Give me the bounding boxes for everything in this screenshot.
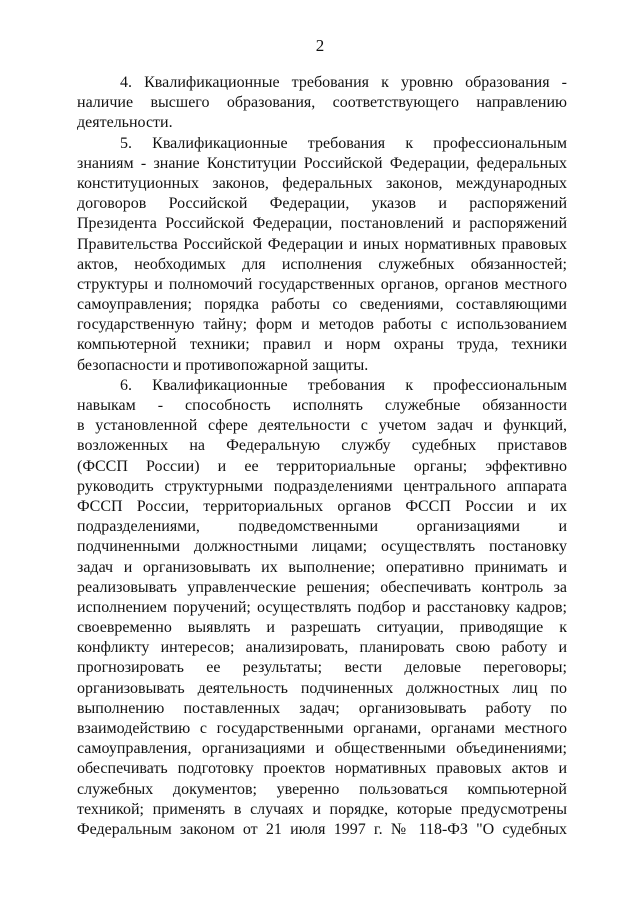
text-line: конституционных законов, федеральных законов, международных <box>77 174 567 192</box>
text-line: актов, необходимых для исполнения служебных обязанностей; <box>77 255 567 273</box>
text-line: конфликту интересов; анализировать, планировать свою работу и <box>77 639 567 657</box>
text-line: взаимодействию с государственными органами, органами местного <box>77 720 567 737</box>
text-line: самоуправления, организациями и общественными объединениями; <box>77 740 567 758</box>
text-line: самоуправления; порядка работы со сведениями, составляющими <box>77 296 567 314</box>
paragraph-5 <box>77 134 567 376</box>
text-line: Президента Российской Федерации, постановлений и распоряжений <box>77 215 567 233</box>
text-line: выполнению поставленных задач; организовывать работу по <box>77 699 567 717</box>
text-line: наличие высшего образования, соответствующего направлению <box>77 94 567 112</box>
text-line: руководить структурными подразделениями центрального аппарата <box>77 477 567 495</box>
text-line: реализовывать управленческие решения; обеспечивать контроль за <box>77 578 567 596</box>
document-body <box>77 73 567 840</box>
text-line: исполнением поручений; осуществлять подбор и расстановку кадров; <box>77 598 567 616</box>
text-line: безопасности и противопожарной защиты. <box>77 356 369 374</box>
text-line: 4. Квалификационные требования к уровню образования - <box>120 74 567 91</box>
text-line: ФССП России, территориальных органов ФССП России и их <box>77 497 567 515</box>
text-line: Правительства Российской Федерации и иных нормативных правовых <box>77 235 567 253</box>
text-line: техникой; применять в случаях и порядке, которые предусмотрены <box>77 800 567 818</box>
text-line: деятельности. <box>77 114 173 132</box>
text-line: структуры и полномочий государственных органов, органов местного <box>77 275 567 293</box>
text-line: государственную тайну; форм и методов работы с использованием <box>77 316 567 334</box>
text-line: организовывать деятельность подчиненных должностных лиц по <box>77 679 567 697</box>
page-number: 2 <box>315 36 325 55</box>
text-line: возложенных на Федеральную службу судебных приставов <box>77 437 567 455</box>
text-line: подчиненными должностными лицами; осуществлять постановку <box>77 538 567 556</box>
text-line: договоров Российской Федерации, указов и распоряжений <box>77 195 567 213</box>
text-line: навыкам - способность исполнять служебные обязанности <box>77 397 567 414</box>
paragraph-6 <box>77 376 567 840</box>
text-line: обеспечивать подготовку проектов нормативных правовых актов и <box>77 760 567 778</box>
text-line: подразделениями, подведомственными организациями и <box>77 518 567 536</box>
text-line: компьютерной техники; правил и норм охраны труда, техники <box>77 336 567 354</box>
text-line: в установленной сфере деятельности с учетом задач и функций, <box>77 417 567 435</box>
text-line: служебных документов; уверенно пользоваться компьютерной <box>77 780 567 798</box>
text-line: знаниям - знание Конституции Российской Федерации, федеральных <box>77 154 567 172</box>
text-line: своевременно выявлять и разрешать ситуации, приводящие к <box>77 619 567 637</box>
paragraph-4 <box>77 73 567 134</box>
text-line: прогнозировать ее результаты; вести деловые переговоры; <box>77 659 567 677</box>
text-line: 5. Квалификационные требования к профессиональным <box>120 134 567 152</box>
text-line: 6. Квалификационные требования к профессиональным <box>120 376 567 394</box>
text-line: (ФССП России) и ее территориальные органы; эффективно <box>77 457 567 475</box>
text-line: задач и организовывать их выполнение; оперативно принимать и <box>77 558 567 576</box>
text-line: Федеральным законом от 21 июля 1997 г. № 118-ФЗ "О судебных <box>77 820 567 838</box>
